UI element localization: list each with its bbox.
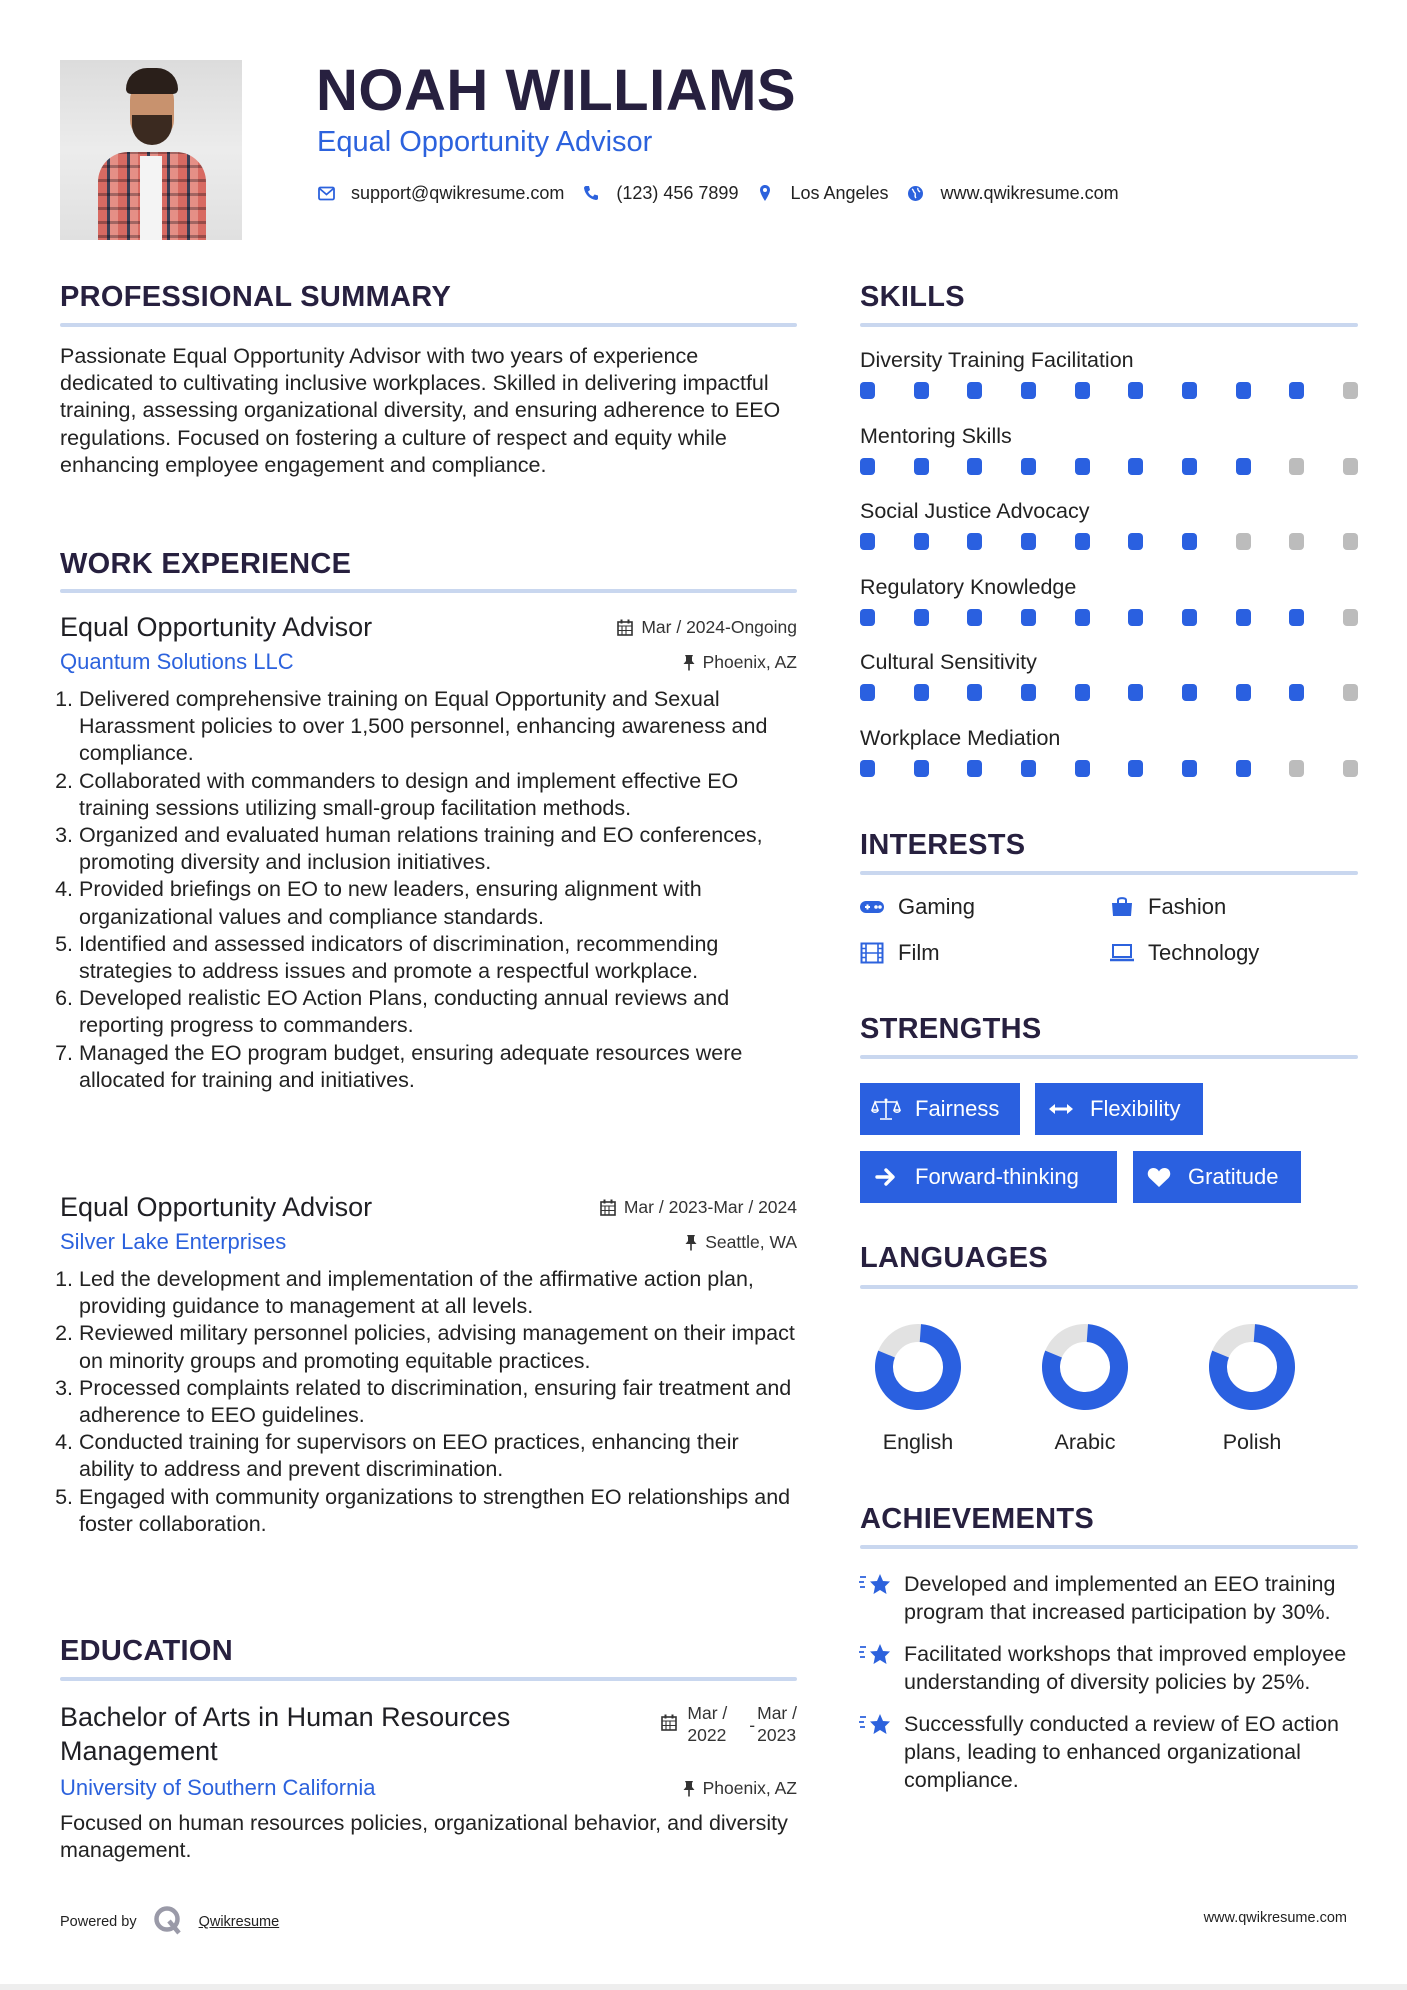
skill-rating [860,684,1358,701]
skill-label: Workplace Mediation [860,725,1061,750]
rating-dot-empty [1343,458,1358,475]
calendar-icon [600,1199,616,1216]
powered-by-label: Powered by [60,1914,137,1930]
strength-forward-thinking: Forward-thinking [860,1151,1117,1203]
section-heading-interests: INTERESTS [860,829,1026,861]
section-rule [860,1055,1358,1059]
strength-fairness: Fairness [860,1083,1020,1135]
rating-dot-empty [1343,609,1358,626]
job-dates: Mar / 2024-Ongoing [617,615,797,639]
skill-rating [860,458,1358,475]
bullet-item: 1. Delivered comprehensive training on Equal Opportunity and Sexual Harassment policies to over 1,500 personnel, enhancing awareness and compliance. [79,686,797,768]
job-location: Phoenix, AZ [683,650,797,674]
rating-dot-filled [914,458,929,475]
skill-label: Diversity Training Facilitation [860,348,1134,372]
interest-technology: Technology [1108,939,1358,967]
rating-dot-filled [1075,760,1090,777]
skill-label: Social Justice Advocacy [860,499,1090,523]
job-bullets [60,1266,797,1538]
skill-row [860,346,1358,422]
language-item [858,1322,978,1455]
section-rule [860,1285,1358,1289]
rating-dot-filled [1128,760,1143,777]
rating-dot-filled [1128,684,1143,701]
contact-location [756,183,888,204]
skill-label: Mentoring Skills [860,423,1012,448]
rating-dot-filled [1128,533,1143,550]
location-text: Los Angeles [790,182,889,203]
skill-row [860,497,1358,573]
rating-dot-empty [1343,760,1358,777]
rating-dot-filled [860,533,875,550]
section-heading-summary: PROFESSIONAL SUMMARY [60,281,452,313]
rating-dot-filled [1236,609,1251,626]
rating-dot-empty [1289,760,1304,777]
interest-fashion: Fashion [1108,893,1358,921]
achievement-item: Successfully conducted a review of EO action plans, leading to enhanced organizational compliance. [858,1710,1358,1794]
film-icon [858,942,886,964]
rating-dot-filled [1289,684,1304,701]
qwikresume-link[interactable]: Qwikresume [198,1914,280,1930]
rating-dot-empty [1236,533,1251,550]
section-heading-experience: WORK EXPERIENCE [60,548,352,580]
rating-dot-filled [967,609,982,626]
job-dates: Mar / 2023-Mar / 2024 [600,1195,797,1219]
company-name: Quantum Solutions LLC [60,649,294,674]
section-heading-strengths: STRENGTHS [860,1013,1042,1045]
rating-dot-filled [1182,760,1197,777]
job-bullets [60,686,797,1094]
job-location: Seattle, WA [685,1230,797,1254]
section-heading-education: EDUCATION [60,1635,233,1667]
strength-gratitude: Gratitude [1133,1151,1301,1203]
rating-dot-empty [1289,458,1304,475]
rating-dot-filled [1021,760,1036,777]
bullet-item: 4. Conducted training for supervisors on EEO practices, enhancing their ability to address and prevent discrimination. [79,1429,797,1483]
rating-dot-filled [1182,684,1197,701]
rating-dot-filled [1075,609,1090,626]
school-location: Phoenix, AZ [683,1776,797,1800]
rating-dot-filled [967,458,982,475]
arrow-right-icon [871,1164,901,1190]
section-rule [860,871,1358,875]
bullet-item: 6. Developed realistic EO Action Plans, conducting annual reviews and reporting progress to commanders. [79,985,797,1039]
contact-email[interactable] [317,183,564,204]
section-heading-skills: SKILLS [860,281,965,313]
rating-dot-filled [1289,609,1304,626]
heart-icon [1144,1164,1174,1190]
interest-film: Film [858,939,1108,967]
arrows-horizontal-icon [1046,1096,1076,1122]
rating-dot-filled [860,609,875,626]
rating-dot-filled [1236,760,1251,777]
language-proficiency-donut [873,1322,963,1412]
rating-dot-empty [1343,684,1358,701]
rating-dot-filled [967,760,982,777]
rating-dot-empty [1289,533,1304,550]
bullet-item: 4. Provided briefings on EO to new leaders, ensuring alignment with organizational values and compliance standards. [79,876,797,930]
rating-dot-filled [860,458,875,475]
rating-dot-filled [1075,458,1090,475]
contact-bar [317,180,1137,206]
gamepad-icon [858,896,886,918]
star-achievement-icon [858,1710,892,1738]
rating-dot-filled [914,684,929,701]
job-title: Equal Opportunity Advisor [60,612,373,642]
rating-dot-filled [914,533,929,550]
bullet-item: 3. Processed complaints related to discrimination, ensuring fair treatment and adherence to EEO guidelines. [79,1375,797,1429]
job-title: Equal Opportunity Advisor [60,1192,373,1222]
rating-dot-filled [1128,458,1143,475]
rating-dot-filled [1182,458,1197,475]
bullet-item: 2. Reviewed military personnel policies, advising management on their impact on minority groups and promoting equitable practices. [79,1320,797,1374]
balance-scale-icon [871,1096,901,1122]
skills-list [860,346,1358,799]
footer-powered-by [60,1905,279,1939]
language-item [1192,1322,1312,1455]
skill-row [860,648,1358,724]
skill-label: Regulatory Knowledge [860,574,1077,599]
date-separator: - [749,1715,756,1735]
globe-icon [907,184,925,202]
star-achievement-icon [858,1640,892,1668]
education-dates [661,1702,797,1746]
company-name: Silver Lake Enterprises [60,1229,287,1254]
phone-text: (123) 456 7899 [616,182,739,203]
strength-flexibility: Flexibility [1035,1083,1203,1135]
candidate-name: NOAH WILLIAMS [316,58,797,123]
rating-dot-empty [1343,533,1358,550]
rating-dot-filled [1021,458,1036,475]
pushpin-icon [683,1780,695,1797]
achievements-list [858,1570,1358,1794]
rating-dot-filled [914,382,929,399]
photo-hair [126,68,178,94]
section-rule [60,589,797,593]
rating-dot-filled [1182,609,1197,626]
skill-rating [860,609,1358,626]
bullet-item: 7. Managed the EO program budget, ensuring adequate resources were allocated for training and initiatives. [79,1040,797,1094]
rating-dot-filled [1182,533,1197,550]
degree-title: Bachelor of Arts in Human Resources Management [60,1702,511,1766]
skill-row [860,573,1358,649]
rating-dot-filled [1021,382,1036,399]
job-entry [60,610,797,1094]
language-proficiency-donut [1207,1322,1297,1412]
rating-dot-filled [1236,684,1251,701]
photo-beard [132,115,172,145]
rating-dot-filled [1021,684,1036,701]
section-rule [860,323,1358,327]
rating-dot-filled [1021,533,1036,550]
rating-dot-empty [1343,382,1358,399]
calendar-icon [661,1714,677,1731]
rating-dot-filled [1075,533,1090,550]
end-month: Mar / [757,1703,797,1723]
rating-dot-filled [1128,609,1143,626]
contact-website[interactable] [907,183,1119,204]
section-rule [60,323,797,327]
bullet-item: 3. Organized and evaluated human relations training and EO conferences, promoting diversity and inclusion initiatives. [79,822,797,876]
rating-dot-filled [1075,382,1090,399]
photo-tee [140,156,162,240]
phone-icon [582,184,600,202]
rating-dot-filled [1182,382,1197,399]
rating-dot-filled [860,760,875,777]
rating-dot-filled [967,684,982,701]
rating-dot-filled [967,533,982,550]
bullet-item: 2. Collaborated with commanders to design and implement effective EO training sessions utilizing small-group facilitation methods. [79,768,797,822]
rating-dot-filled [860,382,875,399]
skill-label: Cultural Sensitivity [860,650,1037,674]
bullet-item: 5. Engaged with community organizations to strengthen EO relationships and foster collaboration. [79,1484,797,1538]
skill-row [860,724,1358,800]
rating-dot-filled [967,382,982,399]
contact-phone[interactable] [582,183,738,204]
rating-dot-filled [1128,382,1143,399]
laptop-icon [1108,942,1136,964]
rating-dot-filled [914,609,929,626]
star-achievement-icon [858,1570,892,1598]
language-label: Arabic [1054,1430,1116,1454]
start-year: 2022 [687,1725,727,1745]
bullet-item: 5. Identified and assessed indicators of discrimination, recommending strategies to address issues and promote a respectful workplace. [79,931,797,985]
education-description: Focused on human resources policies, organizational behavior, and diversity management. [60,1811,788,1863]
section-rule [860,1545,1358,1549]
start-month: Mar / [687,1703,728,1723]
end-year: 2023 [757,1725,797,1745]
language-proficiency-donut [1040,1322,1130,1412]
section-heading-achievements: ACHIEVEMENTS [860,1503,1095,1535]
map-pin-icon [756,184,774,202]
interest-gaming: Gaming [858,893,1108,921]
profile-photo [60,60,242,240]
skill-row [860,422,1358,498]
pushpin-icon [685,1234,697,1251]
school-name: University of Southern California [60,1775,376,1800]
calendar-icon [617,619,633,636]
website-text: www.qwikresume.com [940,182,1119,203]
candidate-title: Equal Opportunity Advisor [317,126,653,158]
language-label: Polish [1222,1430,1282,1454]
skill-rating [860,382,1358,399]
qwikresume-logo-icon [153,1905,183,1939]
rating-dot-filled [860,684,875,701]
language-item [1025,1322,1145,1455]
rating-dot-filled [1289,382,1304,399]
rating-dot-filled [1236,382,1251,399]
summary-text: Passionate Equal Opportunity Advisor with two years of experience dedicated to cultivating inclusive workplaces. Skilled in delivering impactful training, assessing organizational diversity, and ensuring adherence to EEO regulations. Focused on fostering a culture of respect and equity while enhancing employee engagement and compliance. [60,344,781,477]
rating-dot-filled [914,760,929,777]
achievement-item: Developed and implemented an EEO training program that increased participation by 30%. [858,1570,1358,1626]
language-label: English [882,1430,954,1454]
rating-dot-filled [1236,458,1251,475]
footer-website[interactable]: www.qwikresume.com [1203,1910,1347,1926]
section-heading-languages: LANGUAGES [860,1242,1048,1274]
bullet-item: 1. Led the development and implementation of the affirmative action plan, providing guidance to management at all levels. [79,1266,797,1320]
pushpin-icon [683,654,695,671]
achievement-item: Facilitated workshops that improved employee understanding of diversity policies by 25%. [858,1640,1358,1696]
email-text: support@qwikresume.com [351,182,565,203]
skill-rating [860,533,1358,550]
job-entry [60,1190,797,1538]
interests-grid [858,893,1358,967]
shopping-bag-icon [1108,896,1136,918]
page-bottom-edge [0,1984,1407,1990]
rating-dot-filled [1075,684,1090,701]
education-entry [60,1700,797,1864]
rating-dot-filled [1021,609,1036,626]
section-rule [60,1677,797,1681]
envelope-icon [317,184,335,202]
skill-rating [860,760,1358,777]
